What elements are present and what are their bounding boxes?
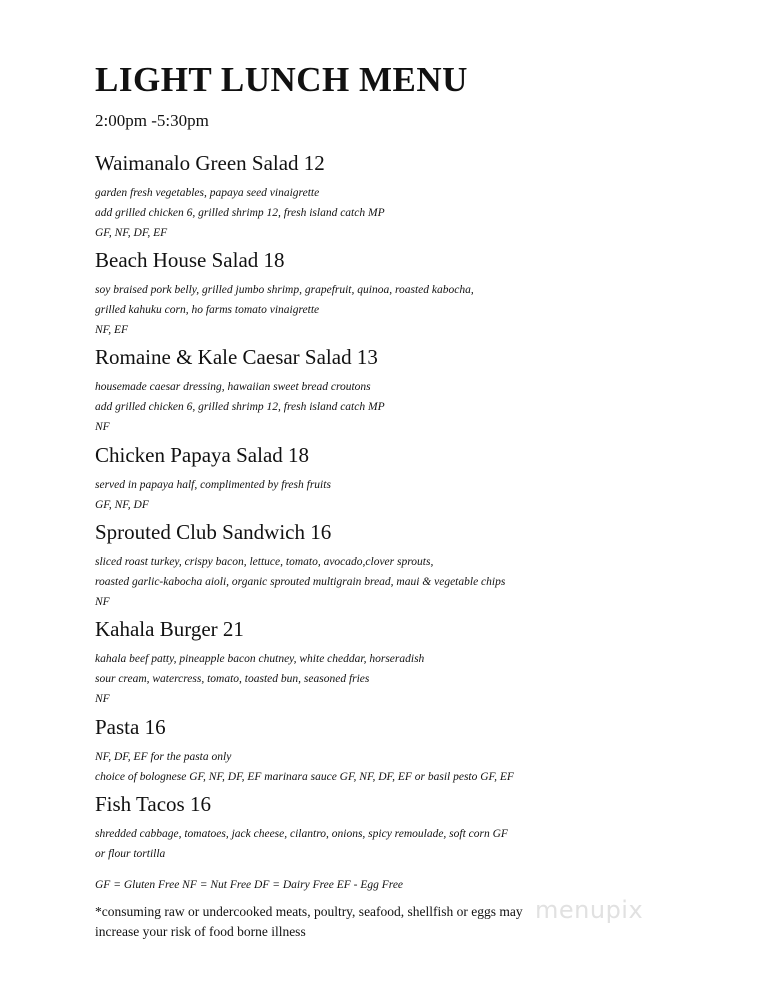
item-diet-tags: NF [95, 693, 110, 705]
item-name: Waimanalo Green Salad 12 [95, 151, 325, 175]
item-name: Beach House Salad 18 [95, 248, 285, 272]
menu-item [95, 150, 655, 243]
item-description: or flour tortilla [95, 848, 166, 860]
item-diet-tags: NF [95, 421, 110, 433]
item-description: served in papaya half, complimented by fresh fruits [95, 479, 331, 491]
page-title: LIGHT LUNCH MENU [95, 60, 468, 99]
item-description: garden fresh vegetables, papaya seed vinaigrette [95, 187, 320, 199]
item-description: choice of bolognese GF, NF, DF, EF marinara sauce GF, NF, DF, EF or basil pesto GF, EF [95, 771, 514, 783]
menu-item [95, 519, 655, 612]
menu-item [95, 247, 655, 340]
diet-legend: GF = Gluten Free NF = Nut Free DF = Dairy Free EF - Egg Free [95, 879, 404, 891]
item-name: Romaine & Kale Caesar Salad 13 [95, 345, 378, 369]
item-name: Chicken Papaya Salad 18 [95, 443, 310, 467]
item-description: housemade caesar dressing, hawaiian sweet bread croutons [95, 381, 371, 393]
menu-item [95, 442, 655, 515]
item-description: sour cream, watercress, tomato, toasted bun, seasoned fries [95, 673, 370, 685]
item-diet-tags: NF [95, 596, 110, 608]
item-description: NF, DF, EF for the pasta only [95, 751, 232, 763]
service-hours: 2:00pm -5:30pm [95, 111, 209, 130]
menu-item [95, 616, 655, 709]
food-safety-disclaimer: *consuming raw or undercooked meats, poultry, seafood, shellfish or eggs may increase your risk of food borne illness [95, 904, 523, 939]
item-diet-tags: GF, NF, DF, EF [95, 227, 168, 239]
item-name: Kahala Burger 21 [95, 617, 244, 641]
item-description: sliced roast turkey, crispy bacon, lettuce, tomato, avocado,clover sprouts, [95, 556, 434, 568]
item-description: shredded cabbage, tomatoes, jack cheese, cilantro, onions, spicy remoulade, soft corn GF [95, 828, 508, 840]
item-description: kahala beef patty, pineapple bacon chutney, white cheddar, horseradish [95, 653, 425, 665]
menu-item [95, 714, 655, 787]
item-description: roasted garlic-kabocha aioli, organic sprouted multigrain bread, maui & vegetable chips [95, 576, 506, 588]
item-name: Fish Tacos 16 [95, 792, 211, 816]
item-name: Pasta 16 [95, 715, 166, 739]
item-diet-tags: NF, EF [95, 324, 129, 336]
menupix-watermark: menupix [535, 896, 644, 924]
item-description: soy braised pork belly, grilled jumbo shrimp, grapefruit, quinoa, roasted kabocha, [95, 284, 474, 296]
menu-item [95, 791, 655, 864]
item-description: add grilled chicken 6, grilled shrimp 12, fresh island catch MP [95, 401, 385, 413]
item-description: add grilled chicken 6, grilled shrimp 12, fresh island catch MP [95, 207, 385, 219]
item-name: Sprouted Club Sandwich 16 [95, 520, 332, 544]
item-description: grilled kahuku corn, ho farms tomato vinaigrette [95, 304, 320, 316]
menu-item [95, 344, 655, 437]
item-diet-tags: GF, NF, DF [95, 499, 149, 511]
